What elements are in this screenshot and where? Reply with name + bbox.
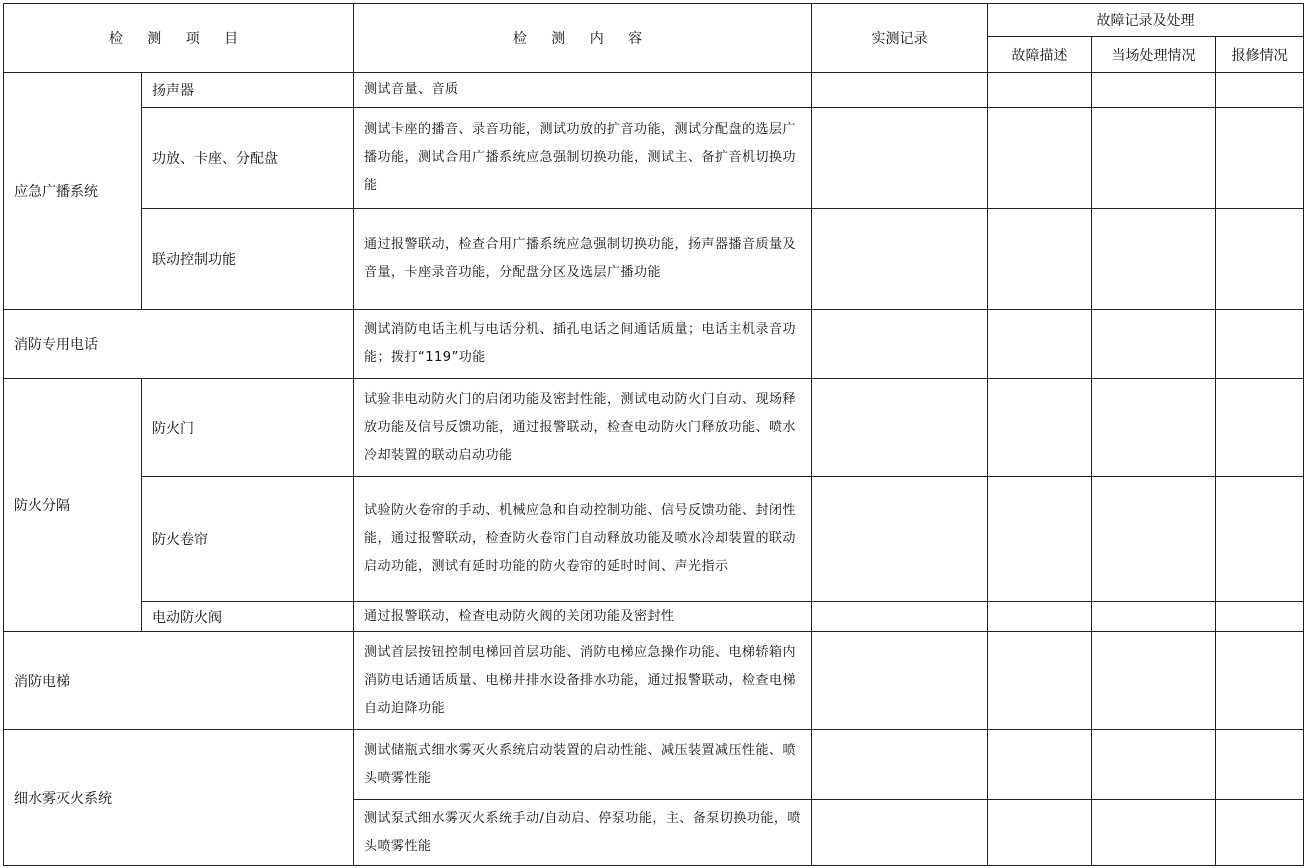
record-cell[interactable] <box>812 800 988 866</box>
category-fire-separation: 防火分隔 <box>4 379 142 632</box>
fault-description-cell[interactable] <box>988 800 1092 866</box>
table-row <box>4 73 1304 108</box>
repair-status-cell[interactable] <box>1216 73 1304 108</box>
subitem-speaker: 扬声器 <box>142 73 354 108</box>
repair-status-cell[interactable] <box>1216 477 1304 602</box>
repair-status-cell[interactable] <box>1216 730 1304 800</box>
content-water-mist-pump: 测试泵式细水雾灭火系统手动/自动启、停泵功能，主、备泵切换功能，喷头喷雾性能 <box>354 800 812 866</box>
repair-status-cell[interactable] <box>1216 209 1304 310</box>
content-water-mist-bottle: 测试储瓶式细水雾灭火系统启动装置的启动性能、减压装置减压性能、喷头喷雾性能 <box>354 730 812 800</box>
content-fire-shutter: 试验防火卷帘的手动、机械应急和自动控制功能、信号反馈功能、封闭性能，通过报警联动，检查防火卷帘门自动释放功能及喷水冷却装置的联动启动功能，测试有延时功能的防火卷帘的延时时间、声光指示 <box>354 477 812 602</box>
fault-description-cell[interactable] <box>988 477 1092 602</box>
onsite-handling-cell[interactable] <box>1092 310 1216 379</box>
record-cell[interactable] <box>812 632 988 730</box>
repair-status-cell[interactable] <box>1216 379 1304 477</box>
table-row <box>4 602 1304 632</box>
header-inspection-item: 检 测 项 目 <box>4 4 354 73</box>
category-emergency-broadcast: 应急广播系统 <box>4 73 142 310</box>
onsite-handling-cell[interactable] <box>1092 108 1216 209</box>
fault-description-cell[interactable] <box>988 108 1092 209</box>
onsite-handling-cell[interactable] <box>1092 477 1216 602</box>
content-fire-door: 试验非电动防火门的启闭功能及密封性能，测试电动防火门自动、现场释放功能及信号反馈功能，通过报警联动，检查电动防火门释放功能、喷水冷却装置的联动启动功能 <box>354 379 812 477</box>
content-fire-phone: 测试消防电话主机与电话分机、插孔电话之间通话质量；电话主机录音功能；拨打“119”功能 <box>354 310 812 379</box>
repair-status-cell[interactable] <box>1216 632 1304 730</box>
table-row <box>4 108 1304 209</box>
record-cell[interactable] <box>812 602 988 632</box>
record-cell[interactable] <box>812 209 988 310</box>
fault-description-cell[interactable] <box>988 310 1092 379</box>
category-fire-elevator: 消防电梯 <box>4 632 354 730</box>
record-cell[interactable] <box>812 477 988 602</box>
fault-description-cell[interactable] <box>988 209 1092 310</box>
subitem-fire-door: 防火门 <box>142 379 354 477</box>
onsite-handling-cell[interactable] <box>1092 632 1216 730</box>
fault-description-cell[interactable] <box>988 632 1092 730</box>
fault-description-cell[interactable] <box>988 73 1092 108</box>
onsite-handling-cell[interactable] <box>1092 602 1216 632</box>
subitem-fire-shutter: 防火卷帘 <box>142 477 354 602</box>
record-cell[interactable] <box>812 310 988 379</box>
record-cell[interactable] <box>812 379 988 477</box>
onsite-handling-cell[interactable] <box>1092 800 1216 866</box>
fault-description-cell[interactable] <box>988 602 1092 632</box>
header-repair-status: 报修情况 <box>1216 37 1304 73</box>
content-fire-damper: 通过报警联动，检查电动防火阀的关闭功能及密封性 <box>354 602 812 632</box>
header-fault-description: 故障描述 <box>988 37 1092 73</box>
repair-status-cell[interactable] <box>1216 310 1304 379</box>
content-speaker: 测试音量、音质 <box>354 73 812 108</box>
fault-description-cell[interactable] <box>988 379 1092 477</box>
repair-status-cell[interactable] <box>1216 800 1304 866</box>
category-water-mist: 细水雾灭火系统 <box>4 730 354 866</box>
inspection-table <box>3 3 1304 866</box>
onsite-handling-cell[interactable] <box>1092 73 1216 108</box>
subitem-linkage-control: 联动控制功能 <box>142 209 354 310</box>
table-row <box>4 209 1304 310</box>
content-amplifier: 测试卡座的播音、录音功能，测试功放的扩音功能，测试分配盘的选层广播功能，测试合用广播系统应急强制切换功能，测试主、备扩音机切换功能 <box>354 108 812 209</box>
header-onsite-handling: 当场处理情况 <box>1092 37 1216 73</box>
repair-status-cell[interactable] <box>1216 602 1304 632</box>
content-linkage-control: 通过报警联动，检查合用广播系统应急强制切换功能，扬声器播音质量及音量，卡座录音功能，分配盘分区及选层广播功能 <box>354 209 812 310</box>
category-fire-phone: 消防专用电话 <box>4 310 354 379</box>
record-cell[interactable] <box>812 73 988 108</box>
onsite-handling-cell[interactable] <box>1092 379 1216 477</box>
fault-description-cell[interactable] <box>988 730 1092 800</box>
repair-status-cell[interactable] <box>1216 108 1304 209</box>
table-row <box>4 477 1304 602</box>
content-fire-elevator: 测试首层按钮控制电梯回首层功能、消防电梯应急操作功能、电梯轿箱内消防电话通话质量、电梯井排水设备排水功能，通过报警联动，检查电梯自动迫降功能 <box>354 632 812 730</box>
header-inspection-content: 检 测 内 容 <box>354 4 812 73</box>
table-row <box>4 632 1304 730</box>
table-row <box>4 379 1304 477</box>
onsite-handling-cell[interactable] <box>1092 730 1216 800</box>
header-fault-record-group: 故障记录及处理 <box>988 4 1304 37</box>
onsite-handling-cell[interactable] <box>1092 209 1216 310</box>
table-row <box>4 310 1304 379</box>
subitem-amplifier: 功放、卡座、分配盘 <box>142 108 354 209</box>
header-measured-record: 实测记录 <box>812 4 988 73</box>
subitem-fire-damper: 电动防火阀 <box>142 602 354 632</box>
record-cell[interactable] <box>812 730 988 800</box>
table-row <box>4 730 1304 800</box>
record-cell[interactable] <box>812 108 988 209</box>
